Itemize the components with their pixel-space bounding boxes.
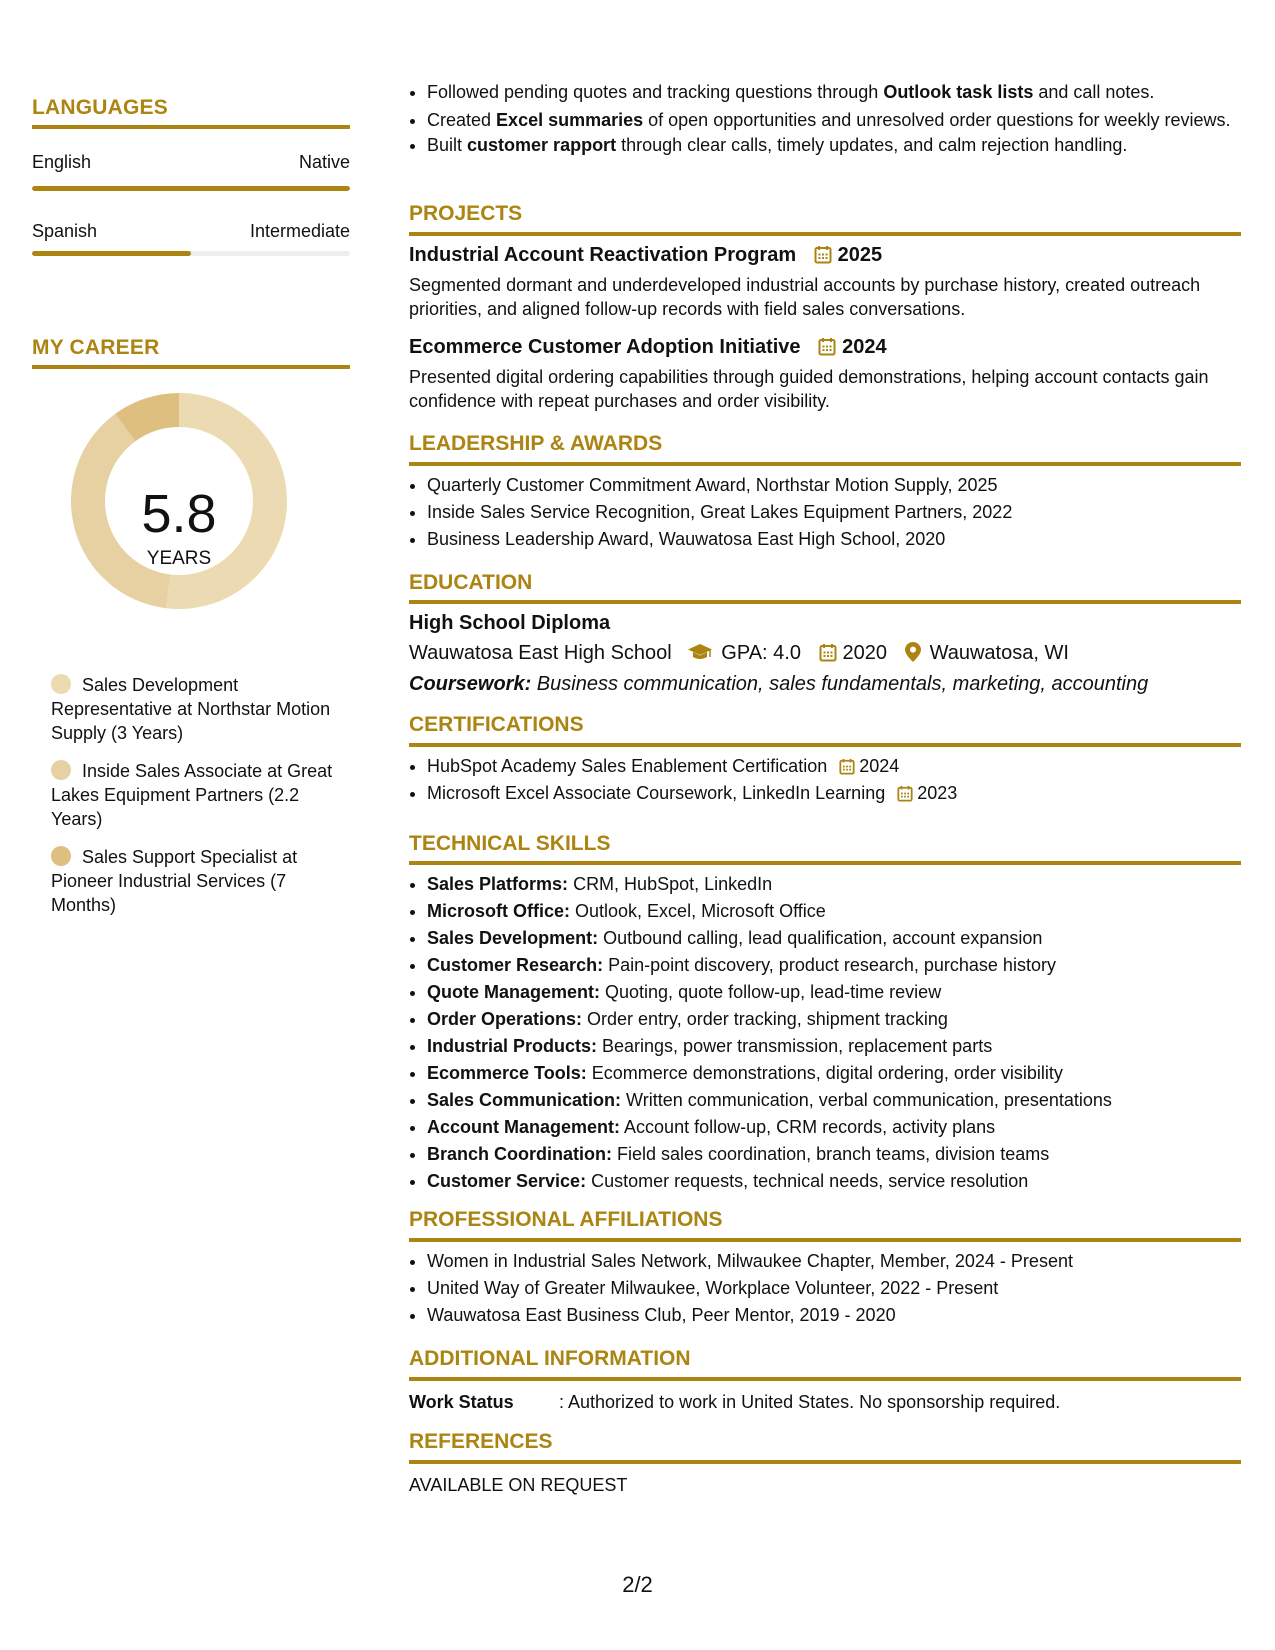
skills-title: TECHNICAL SKILLS bbox=[409, 832, 611, 855]
work-status bbox=[409, 1392, 1060, 1413]
education-details bbox=[409, 642, 1069, 665]
education-year: 2020 bbox=[842, 642, 888, 664]
location-pin-icon bbox=[905, 642, 921, 662]
legend-label: Inside Sales Associate at Great Lakes Equipment Partners (2.2 Years) bbox=[51, 761, 333, 829]
affiliations-rule bbox=[409, 1238, 1241, 1242]
project-description: Segmented dormant and underdeveloped industrial accounts by purchase history, created outreach priorities, and aligned follow-up records with field sales conversations. bbox=[409, 275, 1201, 319]
skill-item: • Sales Communication: Written communication, verbal communication, presentations bbox=[427, 1087, 1241, 1114]
calendar-icon bbox=[814, 245, 832, 264]
award-item: • Inside Sales Service Recognition, Great Lakes Equipment Partners, 2022 bbox=[427, 499, 1241, 526]
skill-item: • Quote Management: Quoting, quote follow-up, lead-time review bbox=[427, 979, 1241, 1006]
education-school: Wauwatosa East High School bbox=[409, 642, 672, 664]
legend-dot bbox=[51, 846, 71, 866]
project-year: 2025 bbox=[837, 244, 883, 266]
additional-rule bbox=[409, 1377, 1241, 1381]
education-coursework bbox=[409, 673, 1148, 696]
career-legend-item bbox=[51, 845, 341, 917]
affiliations-list bbox=[409, 1248, 1241, 1329]
languages-title: LANGUAGES bbox=[32, 96, 168, 119]
education-degree: High School Diploma bbox=[409, 612, 611, 634]
skill-item: • Microsoft Office: Outlook, Excel, Microsoft Office bbox=[427, 898, 1241, 925]
legend-label: Sales Development Representative at Northstar Motion Supply (3 Years) bbox=[51, 675, 331, 743]
skill-item: • Sales Development: Outbound calling, lead qualification, account expansion bbox=[427, 925, 1241, 952]
references-text: AVAILABLE ON REQUEST bbox=[409, 1475, 628, 1495]
project-year: 2024 bbox=[842, 336, 887, 358]
experience-bullet: • Followed pending quotes and tracking questions through Outlook task lists and call notes. bbox=[427, 79, 1241, 106]
leadership-title: LEADERSHIP & AWARDS bbox=[409, 432, 663, 455]
language-proficiency-bar bbox=[32, 186, 350, 191]
certification-item: • Microsoft Excel Associate Coursework, LinkedIn Learning 2023 bbox=[427, 780, 1241, 807]
affiliation-item: • United Way of Greater Milwaukee, Workplace Volunteer, 2022 - Present bbox=[427, 1275, 1241, 1302]
skill-item: • Customer Service: Customer requests, technical needs, service resolution bbox=[427, 1168, 1241, 1195]
project-description: Presented digital ordering capabilities through guided demonstrations, helping account contacts gain confidence with repeat purchases and order visibility. bbox=[409, 367, 1209, 411]
skill-item: • Order Operations: Order entry, order tracking, shipment tracking bbox=[427, 1006, 1241, 1033]
language-level: Intermediate bbox=[249, 221, 350, 241]
projects-title: PROJECTS bbox=[409, 202, 523, 225]
skills-list bbox=[409, 871, 1241, 1195]
legend-dot bbox=[51, 674, 71, 694]
calendar-icon bbox=[839, 758, 855, 775]
legend-label: Sales Support Specialist at Pioneer Industrial Services (7 Months) bbox=[51, 847, 298, 915]
career-legend-item bbox=[51, 673, 341, 745]
coursework-text: Business communication, sales fundamentals, marketing, accounting bbox=[531, 673, 1149, 695]
award-item: • Quarterly Customer Commitment Award, Northstar Motion Supply, 2025 bbox=[427, 472, 1241, 499]
career-rule bbox=[32, 365, 350, 369]
experience-bullet: • Created Excel summaries of open opportunities and unresolved order questions for weekly reviews. bbox=[427, 108, 1241, 132]
education-title: EDUCATION bbox=[409, 571, 533, 594]
language-proficiency-fill bbox=[32, 251, 191, 256]
legend-dot bbox=[51, 760, 71, 780]
calendar-icon bbox=[818, 337, 836, 356]
work-status-label: Work Status bbox=[409, 1392, 514, 1412]
career-legend-item bbox=[51, 759, 341, 831]
certifications-rule bbox=[409, 743, 1241, 747]
career-donut-chart bbox=[32, 390, 350, 650]
certification-year: 2023 bbox=[917, 783, 958, 803]
language-name: English bbox=[32, 152, 92, 172]
language-name: Spanish bbox=[32, 221, 98, 241]
affiliation-item: • Women in Industrial Sales Network, Milwaukee Chapter, Member, 2024 - Present bbox=[427, 1248, 1241, 1275]
languages-rule bbox=[32, 125, 350, 129]
language-proficiency-bar bbox=[32, 251, 350, 256]
award-item: • Business Leadership Award, Wauwatosa East High School, 2020 bbox=[427, 526, 1241, 553]
experience-bullets bbox=[409, 79, 1241, 159]
leadership-rule bbox=[409, 462, 1241, 466]
work-status-value: : Authorized to work in United States. No sponsorship required. bbox=[559, 1392, 1061, 1412]
coursework-label: Coursework: bbox=[409, 673, 532, 695]
career-years-unit: YEARS bbox=[146, 548, 212, 569]
skill-item: • Customer Research: Pain-point discovery, product research, purchase history bbox=[427, 952, 1241, 979]
page-number: 2/2 bbox=[622, 1572, 653, 1597]
skill-item: • Branch Coordination: Field sales coordination, branch teams, division teams bbox=[427, 1141, 1241, 1168]
language-english bbox=[32, 152, 350, 191]
calendar-icon bbox=[819, 643, 837, 662]
project-title: Ecommerce Customer Adoption Initiative 2024 bbox=[409, 336, 887, 358]
skill-item: • Account Management: Account follow-up, CRM records, activity plans bbox=[427, 1114, 1241, 1141]
language-proficiency-fill bbox=[32, 186, 350, 191]
skill-item: • Industrial Products: Bearings, power transmission, replacement parts bbox=[427, 1033, 1241, 1060]
certification-year: 2024 bbox=[859, 756, 900, 776]
affiliation-item: • Wauwatosa East Business Club, Peer Mentor, 2019 - 2020 bbox=[427, 1302, 1241, 1329]
education-rule bbox=[409, 600, 1241, 604]
experience-bullet: • Built customer rapport through clear calls, timely updates, and calm rejection handling. bbox=[427, 132, 1241, 159]
career-total-years: 5.8 bbox=[141, 484, 217, 544]
references-title: REFERENCES bbox=[409, 1430, 553, 1453]
education-gpa: GPA: 4.0 bbox=[721, 642, 801, 664]
references-rule bbox=[409, 1460, 1241, 1464]
calendar-icon bbox=[897, 785, 913, 802]
project-title: Industrial Account Reactivation Program 2025 bbox=[409, 244, 883, 266]
certifications-title: CERTIFICATIONS bbox=[409, 713, 584, 736]
additional-title: ADDITIONAL INFORMATION bbox=[409, 1347, 691, 1370]
affiliations-title: PROFESSIONAL AFFILIATIONS bbox=[409, 1208, 723, 1231]
skills-rule bbox=[409, 861, 1241, 865]
certification-item: • HubSpot Academy Sales Enablement Certification 2024 bbox=[427, 753, 1241, 780]
language-level: Native bbox=[298, 152, 350, 172]
education-location: Wauwatosa, WI bbox=[929, 642, 1069, 664]
leadership-list bbox=[409, 472, 1241, 553]
skill-item: • Ecommerce Tools: Ecommerce demonstrations, digital ordering, order visibility bbox=[427, 1060, 1241, 1087]
graduation-cap-icon bbox=[687, 643, 713, 661]
projects-rule bbox=[409, 232, 1241, 236]
career-title: MY CAREER bbox=[32, 336, 160, 359]
language-spanish bbox=[32, 221, 350, 256]
skill-item: • Sales Platforms: CRM, HubSpot, LinkedIn bbox=[427, 871, 1241, 898]
certifications-list bbox=[409, 753, 1241, 807]
